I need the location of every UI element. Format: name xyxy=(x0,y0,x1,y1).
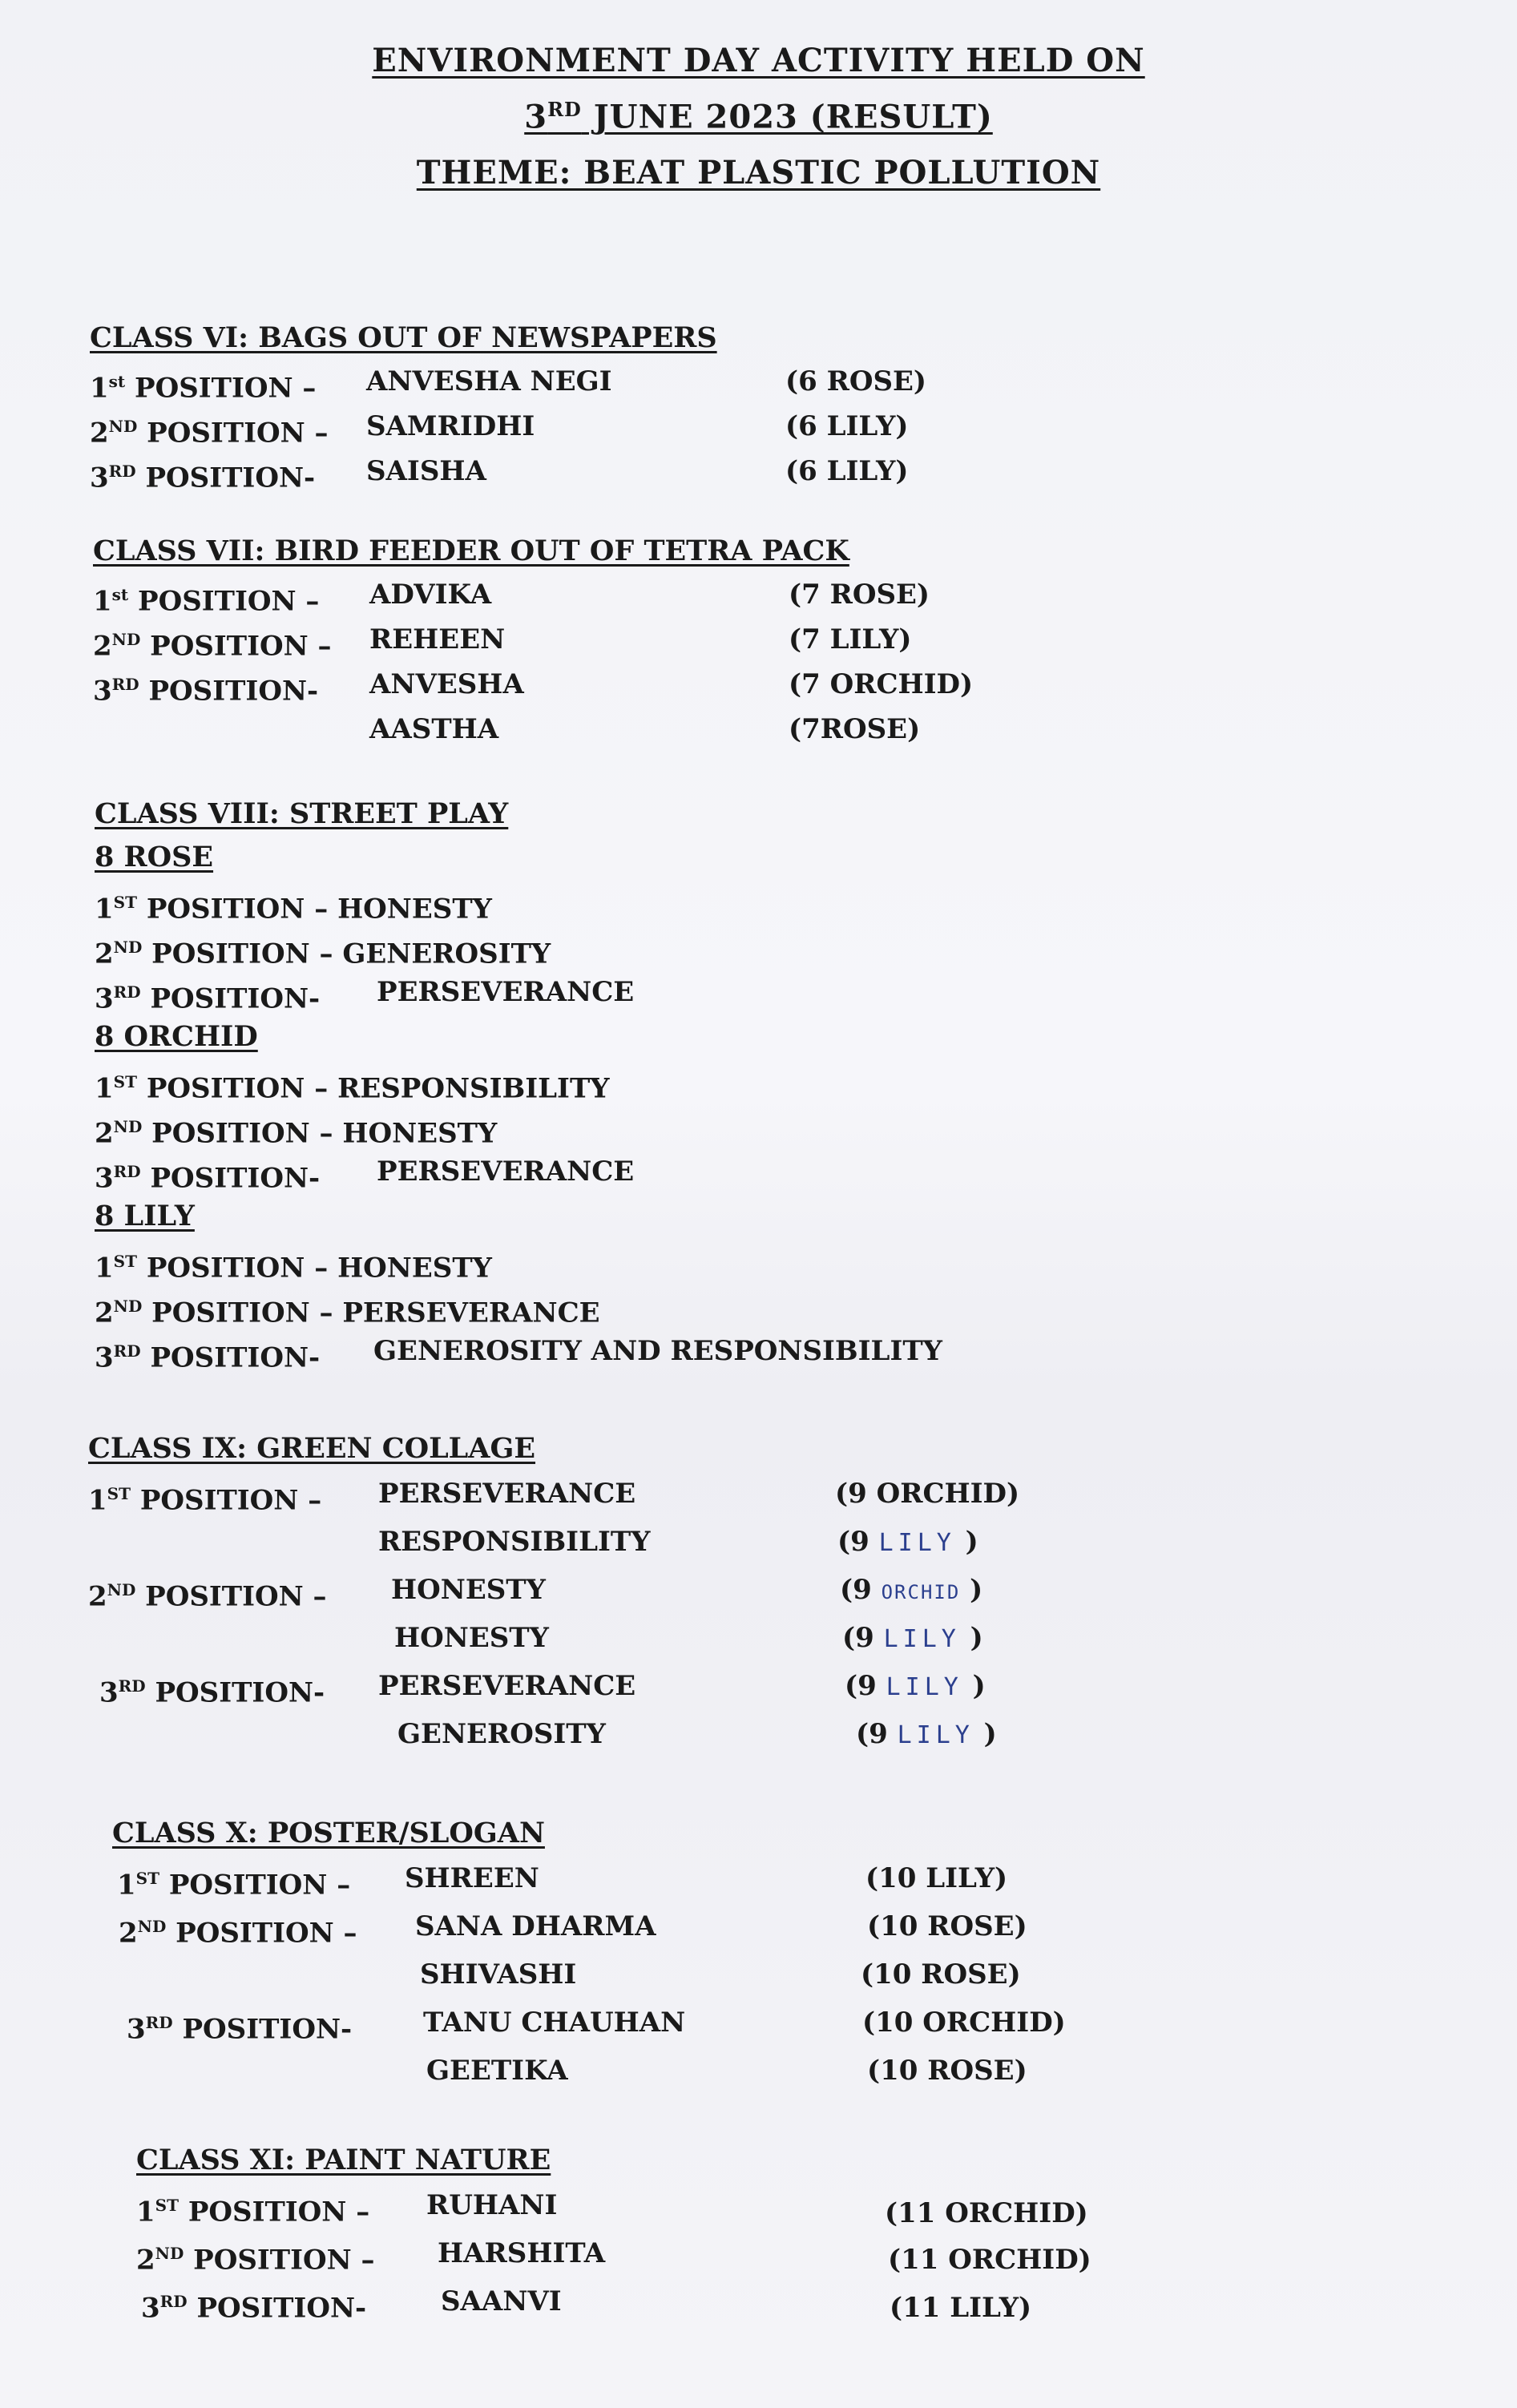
winner-name: AASTHA xyxy=(369,713,499,745)
position-label: 2ND POSITION – xyxy=(90,417,329,450)
winner-name: PERSEVERANCE xyxy=(378,1478,636,1510)
winner-name: REHEEN xyxy=(369,623,506,655)
winner-name: RESPONSIBILITY xyxy=(337,1072,610,1105)
result-row xyxy=(88,1566,1290,1614)
winner-name: HONESTY xyxy=(394,1622,549,1654)
section-heading: CLASS XI: PAINT NATURE xyxy=(136,2144,551,2176)
position-label: 1ST POSITION – RESPONSIBILITY xyxy=(95,1072,610,1105)
winner-name: PERSEVERANCE xyxy=(342,1297,600,1329)
winner-house: (10 ROSE) xyxy=(867,2055,1027,2087)
position-label: 2ND POSITION – HONESTY xyxy=(95,1117,498,1150)
result-row xyxy=(112,1902,1314,1950)
winner-name: SHREEN xyxy=(405,1862,539,1894)
winner-name: GENEROSITY xyxy=(397,1718,606,1750)
position-label: 3RD POSITION- xyxy=(90,462,316,494)
position-label: 2ND POSITION – PERSEVERANCE xyxy=(95,1297,600,1329)
winner-house: (11 LILY) xyxy=(890,2292,1032,2324)
position-label: 2ND POSITION – GENEROSITY xyxy=(95,938,551,970)
result-row xyxy=(93,572,1295,617)
result-row xyxy=(112,1950,1314,1999)
winner-name: SHIVASHI xyxy=(420,1958,577,1991)
result-row xyxy=(95,1104,1297,1149)
winner-house: (9 ORCHID) xyxy=(835,1478,1020,1510)
result-row xyxy=(95,880,1297,925)
winner-name: HONESTY xyxy=(337,1252,492,1285)
position-label: 2ND POSITION – xyxy=(88,1580,327,1613)
winner-name: ANVESHA NEGI xyxy=(366,365,612,397)
winner-name: PERSEVERANCE xyxy=(377,976,635,1008)
position-label: 2ND POSITION – xyxy=(93,630,332,663)
winner-name: ANVESHA xyxy=(369,668,524,700)
result-row xyxy=(112,1854,1314,1902)
handwritten-house: LILY xyxy=(886,1673,963,1701)
winner-house: (7 ROSE) xyxy=(789,579,930,611)
winner-name: SAISHA xyxy=(366,455,486,487)
winner-name: SAMRIDHI xyxy=(366,410,535,442)
section-heading: CLASS IX: GREEN COLLAGE xyxy=(88,1432,536,1465)
winner-house: (6 LILY) xyxy=(785,410,909,442)
result-row xyxy=(88,1614,1290,1662)
position-label: 1st POSITION – xyxy=(90,372,317,405)
result-row xyxy=(95,925,1297,970)
winner-house: (11 ORCHID) xyxy=(885,2197,1088,2229)
winner-name: RESPONSIBILITY xyxy=(378,1526,651,1558)
result-row xyxy=(95,1329,1297,1373)
section-class-6 xyxy=(90,317,1292,494)
house-subheading: 8 ROSE xyxy=(95,841,214,873)
winner-name: SANA DHARMA xyxy=(415,1910,656,1942)
title-date-suffix: RD xyxy=(547,98,582,121)
result-row xyxy=(88,1710,1290,1758)
result-row xyxy=(90,404,1292,449)
winner-house: (6 LILY) xyxy=(785,455,909,487)
result-row xyxy=(95,1059,1297,1104)
title-theme: THEME: BEAT PLASTIC POLLUTION xyxy=(416,154,1101,192)
position-label: 3RD POSITION- xyxy=(95,1162,321,1195)
result-row xyxy=(136,2181,1338,2229)
winner-house: (10 ROSE) xyxy=(867,1910,1027,1942)
winner-name: TANU CHAUHAN xyxy=(423,2007,686,2039)
section-class-9 xyxy=(88,1428,1290,1758)
winner-name: SAANVI xyxy=(441,2285,562,2317)
result-row xyxy=(88,1470,1290,1518)
winner-name: GENEROSITY AND RESPONSIBILITY xyxy=(373,1335,942,1367)
position-label: 3RD POSITION- xyxy=(93,675,319,708)
section-heading: CLASS VI: BAGS OUT OF NEWSPAPERS xyxy=(90,321,717,354)
winner-house: (9 LILY ) xyxy=(837,1526,978,1558)
result-row xyxy=(90,449,1292,494)
result-row xyxy=(88,1662,1290,1710)
winner-house: (7 ORCHID) xyxy=(789,668,974,700)
winner-house: (6 ROSE) xyxy=(785,365,927,397)
winner-name: HONESTY xyxy=(337,893,492,926)
title-date-day: 3 xyxy=(524,98,548,136)
position-label: 3RD POSITION- xyxy=(95,1341,321,1374)
result-row xyxy=(88,1518,1290,1566)
winner-name: HARSHITA xyxy=(438,2237,606,2269)
winner-house: (10 ROSE) xyxy=(861,1958,1021,1991)
position-label: 3RD POSITION- xyxy=(95,982,321,1015)
title-date-rest: JUNE 2023 (RESULT) xyxy=(581,98,993,136)
section-heading: CLASS X: POSTER/SLOGAN xyxy=(112,1817,545,1849)
winner-name: HONESTY xyxy=(342,1117,498,1150)
result-row xyxy=(90,359,1292,404)
result-row xyxy=(112,1999,1314,2047)
winner-name: GENEROSITY xyxy=(342,938,551,970)
position-label: 3RD POSITION- xyxy=(127,2013,353,2046)
title-line-1: ENVIRONMENT DAY ACTIVITY HELD ON xyxy=(372,42,1145,79)
position-label: 1ST POSITION – xyxy=(117,1869,351,1902)
position-label: 1ST POSITION – xyxy=(88,1484,322,1517)
winner-house: (11 ORCHID) xyxy=(888,2244,1091,2276)
section-heading: CLASS VIII: STREET PLAY xyxy=(95,797,509,830)
result-row xyxy=(136,2229,1338,2277)
result-row xyxy=(95,1239,1297,1284)
winner-house: (9 ORCHID ) xyxy=(840,1574,983,1606)
section-class-7 xyxy=(93,530,1295,752)
result-row xyxy=(112,2047,1314,2095)
winner-house: (9 LILY ) xyxy=(845,1670,986,1702)
result-row xyxy=(95,1284,1297,1329)
position-label: 1ST POSITION – HONESTY xyxy=(95,893,492,926)
winner-house: (7 LILY) xyxy=(789,623,912,655)
house-subheading: 8 LILY xyxy=(95,1200,195,1232)
winner-house: (10 LILY) xyxy=(865,1862,1008,1894)
section-class-10 xyxy=(112,1813,1314,2095)
winner-name: HONESTY xyxy=(391,1574,546,1606)
handwritten-house: LILY xyxy=(897,1721,974,1749)
result-row xyxy=(93,662,1295,707)
result-row xyxy=(136,2277,1338,2325)
result-row xyxy=(93,617,1295,662)
winner-name: PERSEVERANCE xyxy=(378,1670,636,1702)
winner-name: RUHANI xyxy=(426,2189,558,2221)
result-row xyxy=(95,1149,1297,1194)
winner-name: ADVIKA xyxy=(369,579,492,611)
winner-name: GEETIKA xyxy=(426,2055,568,2087)
position-label: 2ND POSITION – xyxy=(119,1917,357,1950)
winner-name: PERSEVERANCE xyxy=(377,1156,635,1188)
position-label: 1ST POSITION – HONESTY xyxy=(95,1252,492,1285)
handwritten-house: LILY xyxy=(878,1529,956,1557)
handwritten-house: LILY xyxy=(883,1625,961,1653)
section-heading: CLASS VII: BIRD FEEDER OUT OF TETRA PACK xyxy=(93,534,849,567)
winner-house: (7ROSE) xyxy=(789,713,921,745)
title-line-2 xyxy=(0,98,1517,135)
winner-house: (10 ORCHID) xyxy=(862,2007,1066,2039)
result-row xyxy=(95,970,1297,1014)
position-label: 1ST POSITION – xyxy=(136,2196,370,2229)
winner-house: (9 LILY ) xyxy=(842,1622,983,1654)
position-label: 3RD POSITION- xyxy=(141,2292,367,2325)
position-label: 2ND POSITION – xyxy=(136,2244,375,2277)
position-label: 3RD POSITION- xyxy=(99,1676,325,1709)
section-class-11 xyxy=(136,2140,1338,2325)
section-class-8 xyxy=(95,793,1297,1373)
position-label: 1st POSITION – xyxy=(93,585,320,618)
winner-house: (9 LILY ) xyxy=(856,1718,997,1750)
handwritten-house: ORCHID xyxy=(881,1581,961,1603)
house-subheading: 8 ORCHID xyxy=(95,1020,258,1053)
result-row xyxy=(93,707,1295,752)
